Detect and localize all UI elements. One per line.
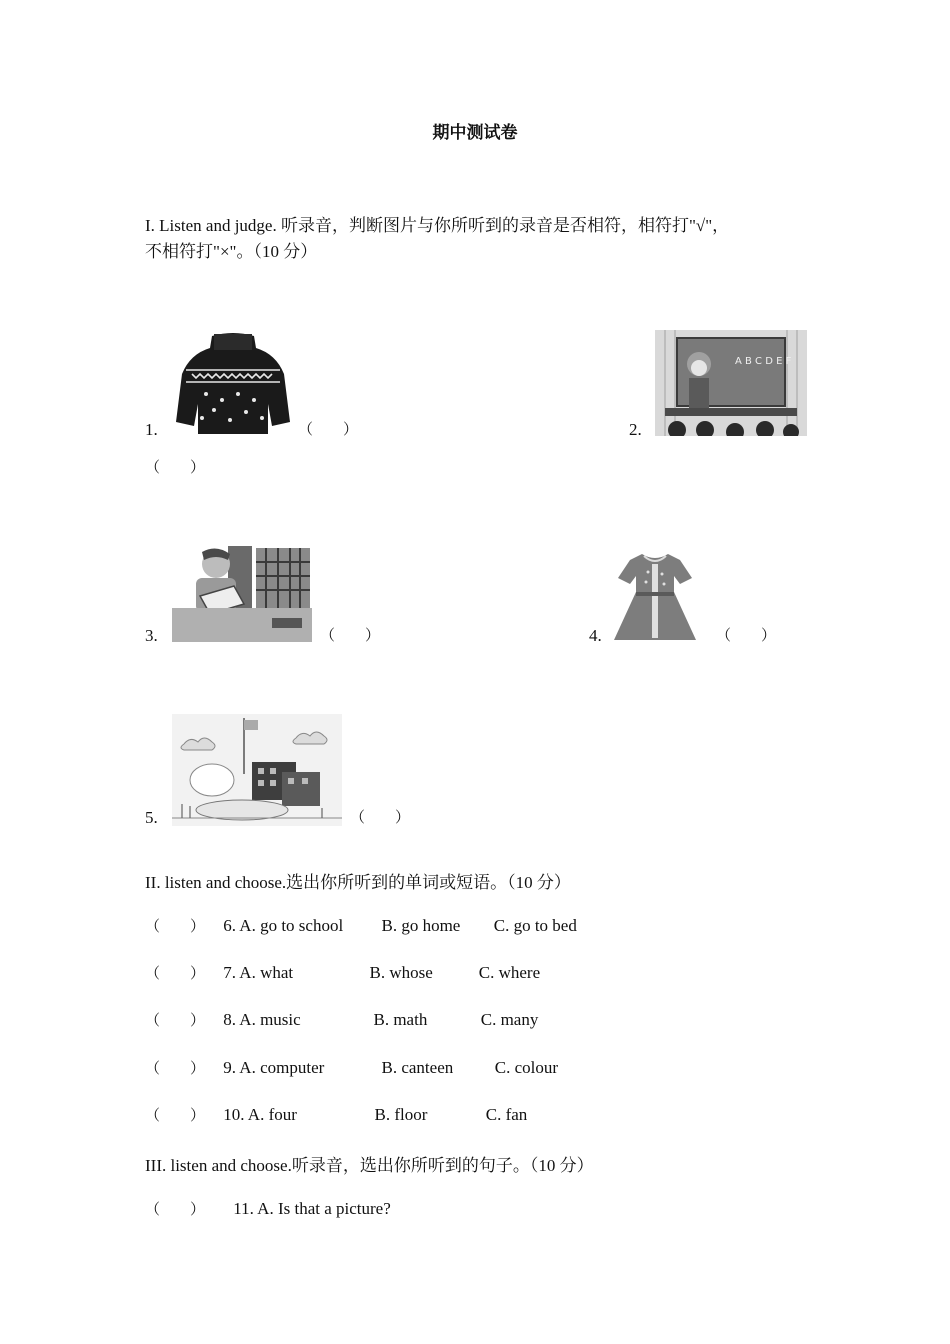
question-10-paren[interactable]: （ ） (145, 1108, 206, 1124)
question-6-option-c: C. go to bed (493, 916, 577, 935)
question-10 (145, 1104, 527, 1125)
question-8-paren[interactable]: （ ） (145, 1013, 206, 1029)
question-7-option-a: 7. A. what (223, 963, 294, 982)
question-10-option-a: 10. A. four (223, 1105, 297, 1124)
dress-icon (608, 552, 702, 642)
question-9-option-a: 9. A. computer (223, 1058, 325, 1077)
question-11 (145, 1198, 391, 1219)
item-1-answer-paren[interactable]: （ ） (298, 422, 359, 438)
item-4-number: 4. (589, 626, 602, 645)
sweater-icon (172, 330, 294, 438)
section1-instruction-line2: 不相符打"×"。（10 分） (145, 242, 318, 261)
item-2-number: 2. (629, 420, 642, 439)
teacher-blackboard-icon (655, 330, 807, 436)
item-4-answer-paren[interactable]: （ ） (716, 628, 777, 644)
school-playground-icon (172, 714, 342, 826)
question-7-paren[interactable]: （ ） (145, 966, 206, 982)
question-6-option-a: 6. A. go to school (223, 916, 344, 935)
item-2-answer-paren[interactable]: （ ） (145, 460, 206, 476)
question-9-option-c: C. colour (494, 1058, 559, 1077)
item-5-number: 5. (145, 808, 158, 827)
item-3-answer-paren[interactable]: （ ） (320, 628, 381, 644)
item-3-number: 3. (145, 626, 158, 645)
question-9-option-b: B. canteen (381, 1058, 454, 1077)
question-9 (145, 1057, 558, 1078)
question-9-paren[interactable]: （ ） (145, 1061, 206, 1077)
question-11-paren[interactable]: （ ） (145, 1202, 206, 1218)
question-6-paren[interactable]: （ ） (145, 919, 206, 935)
question-8 (145, 1009, 538, 1030)
man-reading-library-icon (172, 546, 312, 642)
question-7 (145, 962, 540, 983)
question-6-option-b: B. go home (381, 916, 461, 935)
question-10-option-c: C. fan (485, 1105, 528, 1124)
blackboard-letters: A B C D E F (735, 356, 792, 367)
question-11-option-a: 11. A. Is that a picture? (233, 1199, 391, 1218)
question-8-option-b: B. math (373, 1010, 428, 1029)
section1-instruction-line1: I. Listen and judge. 听录音，判断图片与你所听到的录音是否相符，相符打"√"， (145, 216, 730, 235)
question-7-option-c: C. where (478, 963, 541, 982)
question-7-option-b: B. whose (369, 963, 433, 982)
question-8-option-c: C. many (480, 1010, 539, 1029)
question-10-option-b: B. floor (374, 1105, 428, 1124)
section2-heading: II. listen and choose.选出你所听到的单词或短语。（10 分） (145, 873, 571, 892)
question-6 (145, 915, 577, 936)
page-title: 期中测试卷 (432, 123, 518, 142)
item-5-answer-paren[interactable]: （ ） (350, 810, 411, 826)
section3-heading: III. listen and choose.听录音，选出你所听到的句子。（10 分） (145, 1156, 594, 1175)
question-8-option-a: 8. A. music (223, 1010, 301, 1029)
item-1-number: 1. (145, 420, 158, 439)
